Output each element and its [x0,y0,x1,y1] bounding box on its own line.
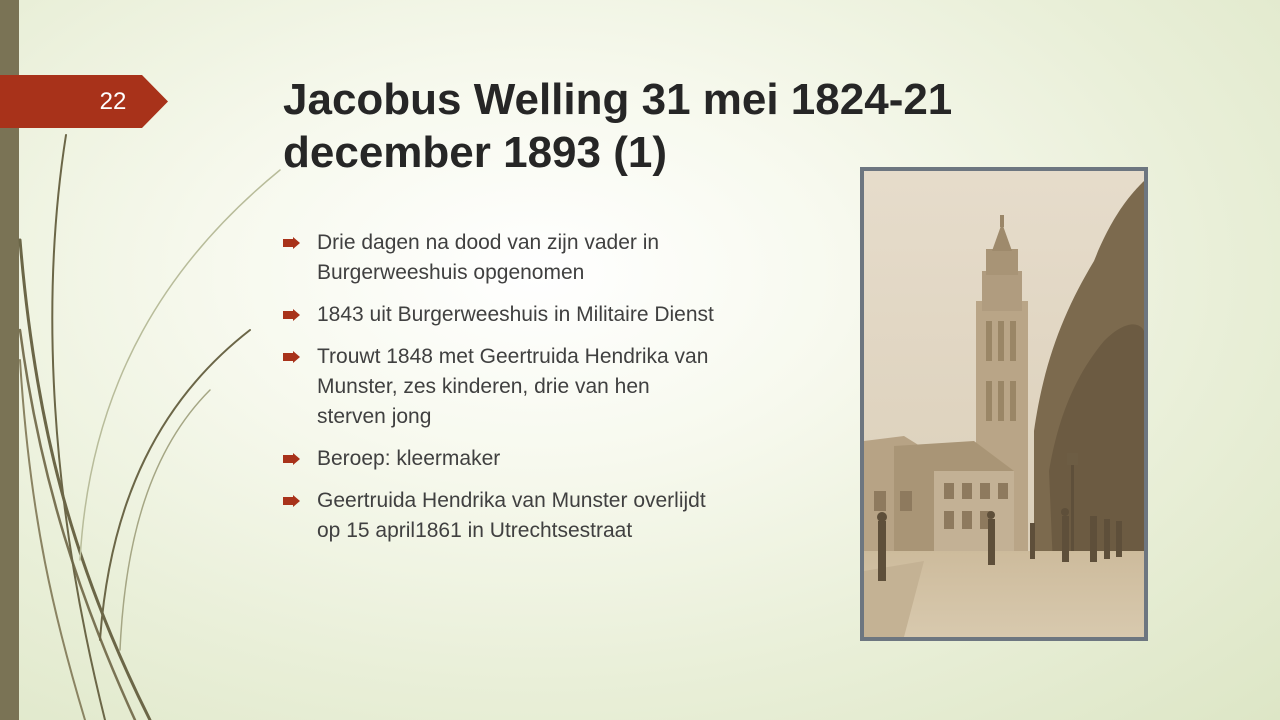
bullet-item [283,342,723,432]
slide-title: Jacobus Welling 31 mei 1824-21 december 1893 (1) [283,75,953,177]
arrow-bullet-icon [283,237,300,249]
bullet-text: 1843 uit Burgerweeshuis in Militaire Dienst [317,303,714,326]
historic-street-photo [860,167,1148,641]
photo-image [864,171,1144,637]
arrow-bullet-icon [283,453,300,465]
bullet-item [283,228,723,288]
slide-number: 22 [99,88,127,115]
arrow-bullet-icon [283,351,300,363]
bullet-text: Drie dagen na dood van zijn vader in Burgerweeshuis opgenomen [317,231,660,284]
bullet-text: Geertruida Hendrika van Munster overlijdt op 15 april1861 in Utrechtsestraat [317,489,706,542]
slide-number-tag [0,75,168,128]
bullet-list [283,228,723,558]
bullet-text: Trouwt 1848 met Geertruida Hendrika van Munster, zes kinderen, drie van hen sterven jong [317,345,709,428]
bullet-item [283,486,723,546]
arrow-bullet-icon [283,309,300,321]
bullet-item [283,444,723,474]
arrow-bullet-icon [283,495,300,507]
bullet-text: Beroep: kleermaker [317,447,501,470]
bullet-item [283,300,723,330]
